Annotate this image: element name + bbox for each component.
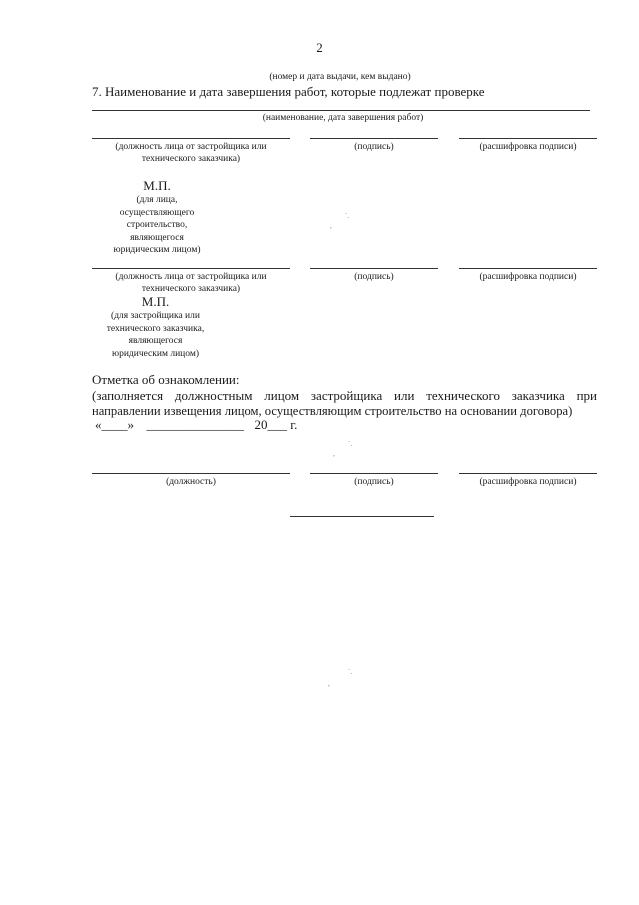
position-line	[92, 473, 290, 474]
signature-line	[310, 268, 438, 269]
signature-caption: (подпись)	[354, 142, 394, 152]
signature-line	[310, 473, 438, 474]
stamp-note: (для застройщика или технического заказчика, являющегося юридическим лицом)	[106, 311, 205, 359]
position-line	[92, 268, 290, 269]
position-caption: (должность лица от застройщика или технического заказчика)	[115, 272, 267, 294]
scan-speck: `.	[348, 668, 353, 676]
stamp-note: (для лица, осуществляющего строительство, являющегося юридическим лицом)	[113, 195, 201, 255]
signature-caption: (подпись)	[354, 272, 394, 282]
decoding-caption: (расшифровка подписи)	[479, 272, 577, 282]
section7-heading: 7. Наименование и дата завершения работ, которые подлежат проверке	[92, 84, 485, 99]
stamp-mp: М.П.	[143, 178, 171, 193]
position-caption: (должность лица от застройщика или технического заказчика)	[115, 142, 267, 164]
decoding-line	[459, 473, 597, 474]
position-line	[92, 138, 290, 139]
signature-line	[310, 138, 438, 139]
acknowledgement-title: Отметка об ознакомлении:	[92, 372, 240, 387]
scan-speck: ,	[330, 222, 332, 230]
decoding-caption: (расшифровка подписи)	[479, 477, 577, 487]
section7-fill-line	[92, 110, 590, 111]
scan-speck: ,	[333, 450, 335, 458]
end-divider	[290, 516, 434, 517]
acknowledgement-note-line2: направлении извещения лицом, осуществляющим строительство на основании договора)	[92, 404, 573, 418]
decoding-line	[459, 138, 597, 139]
decoding-caption: (расшифровка подписи)	[479, 142, 577, 152]
signature-caption: (подпись)	[354, 477, 394, 487]
scan-speck: ,	[328, 680, 330, 688]
acknowledgement-note-line1: (заполняется должностным лицом застройщика или технического заказчика при	[92, 388, 597, 403]
position-caption: (должность)	[166, 477, 216, 487]
page-number: 2	[316, 40, 323, 55]
issue-caption: (номер и дата выдачи, кем выдано)	[269, 72, 411, 82]
stamp-placeholder-2	[88, 294, 223, 360]
stamp-mp: М.П.	[141, 294, 170, 309]
decoding-line	[459, 268, 597, 269]
section7-caption: (наименование, дата завершения работ)	[262, 113, 424, 123]
scan-speck: `.	[345, 212, 350, 220]
acknowledgement-date: «____» _______________ 20___ г.	[95, 417, 298, 432]
scan-speck: `.	[348, 440, 353, 448]
stamp-placeholder-1	[92, 178, 222, 257]
